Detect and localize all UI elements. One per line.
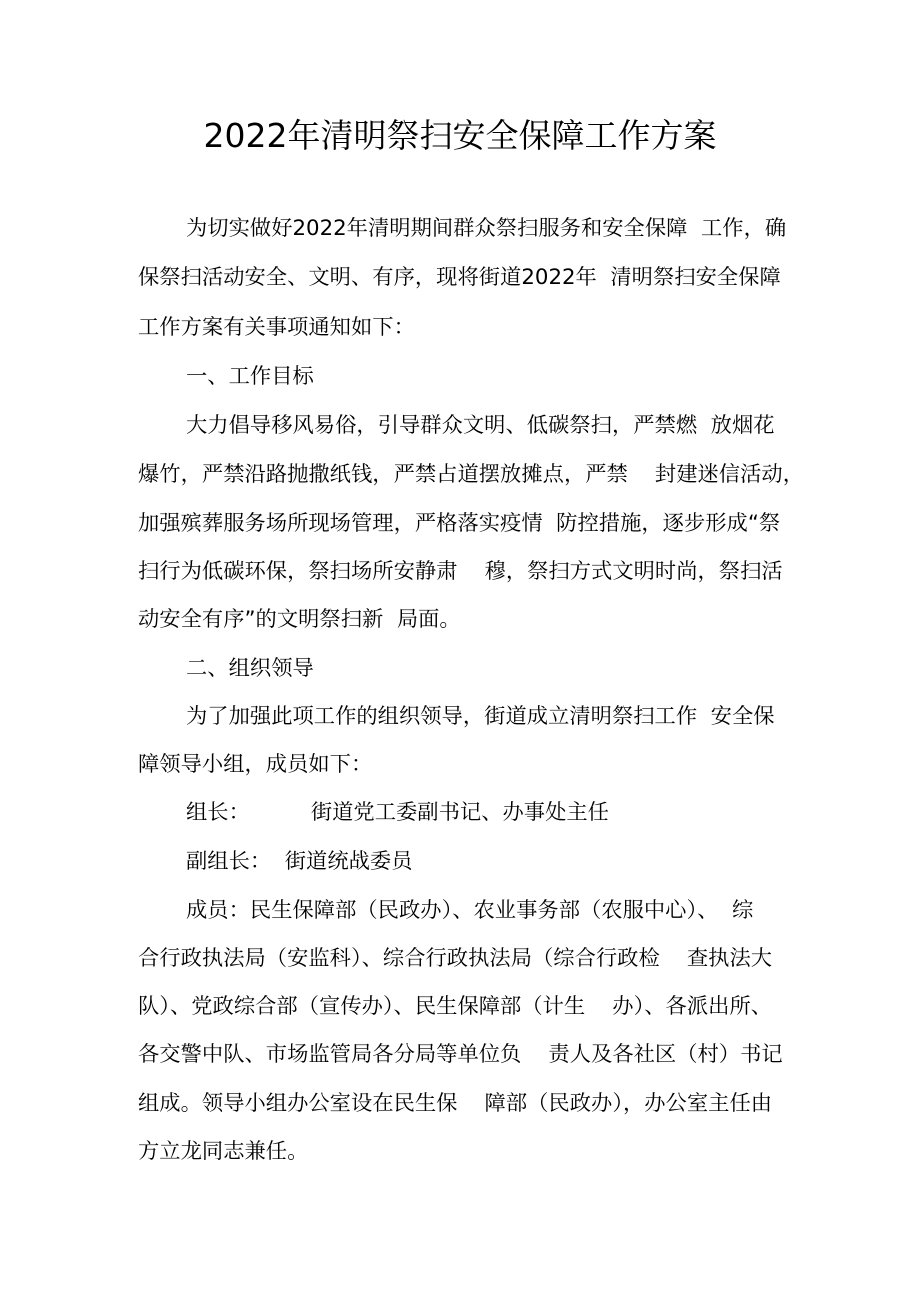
group-leader-line: 组长： 街道党工委副书记、办事处主任 [186, 800, 609, 825]
paragraph-line: 障领导小组，成员如下： [138, 752, 373, 777]
section-heading: 一、工作目标 [186, 364, 314, 389]
paragraph-line: 扫行为低碳环保，祭扫场所安静肃 穆，祭扫方式文明时尚，祭扫活 [138, 559, 783, 584]
paragraph-line: 方立龙同志兼任。 [138, 1139, 309, 1164]
paragraph-line: 动安全有序”的文明祭扫新 局面。 [138, 607, 461, 632]
paragraph-line: 大力倡导移风易俗，引导群众文明、低碳祭扫，严禁燃 放烟花 [186, 413, 775, 438]
paragraph-line: 各交警中队、市场监管局各分局等单位负 责人及各社区（村）书记 [138, 1042, 783, 1067]
deputy-leader-line: 副组长： 街道统战委员 [186, 849, 413, 874]
paragraph-line: 组成。领导小组办公室设在民生保 障部（民政办），办公室主任由 [138, 1091, 773, 1116]
paragraph-line: 保祭扫活动安全、文明、有序，现将街道2022年 清明祭扫安全保障 [138, 265, 781, 290]
document-title: 2022年清明祭扫安全保障工作方案 [203, 116, 717, 155]
paragraph-line: 加强殡葬服务场所现场管理，严格落实疫情 防控措施，逐步形成“祭 [138, 511, 781, 536]
paragraph-line: 工作方案有关事项通知如下： [138, 315, 415, 340]
paragraph-line: 队）、党政综合部（宣传办）、民生保障部（计生 办）、各派出所、 [138, 994, 773, 1019]
section-heading: 二、组织领导 [186, 656, 314, 681]
paragraph-line: 为了加强此项工作的组织领导，街道成立清明祭扫工作 安全保 [186, 704, 775, 729]
paragraph-line: 合行政执法局（安监科）、综合行政执法局（综合行政检 查执法大 [138, 946, 773, 971]
paragraph-line: 成员：民生保障部（民政办）、农业事务部（农服中心）、 综 [186, 898, 754, 923]
paragraph-line: 爆竹，严禁沿路抛撒纸钱，严禁占道摆放摊点，严禁 封建迷信活动， [138, 462, 804, 487]
paragraph-line: 为切实做好2022年清明期间群众祭扫服务和安全保障 工作，确 [186, 216, 787, 241]
